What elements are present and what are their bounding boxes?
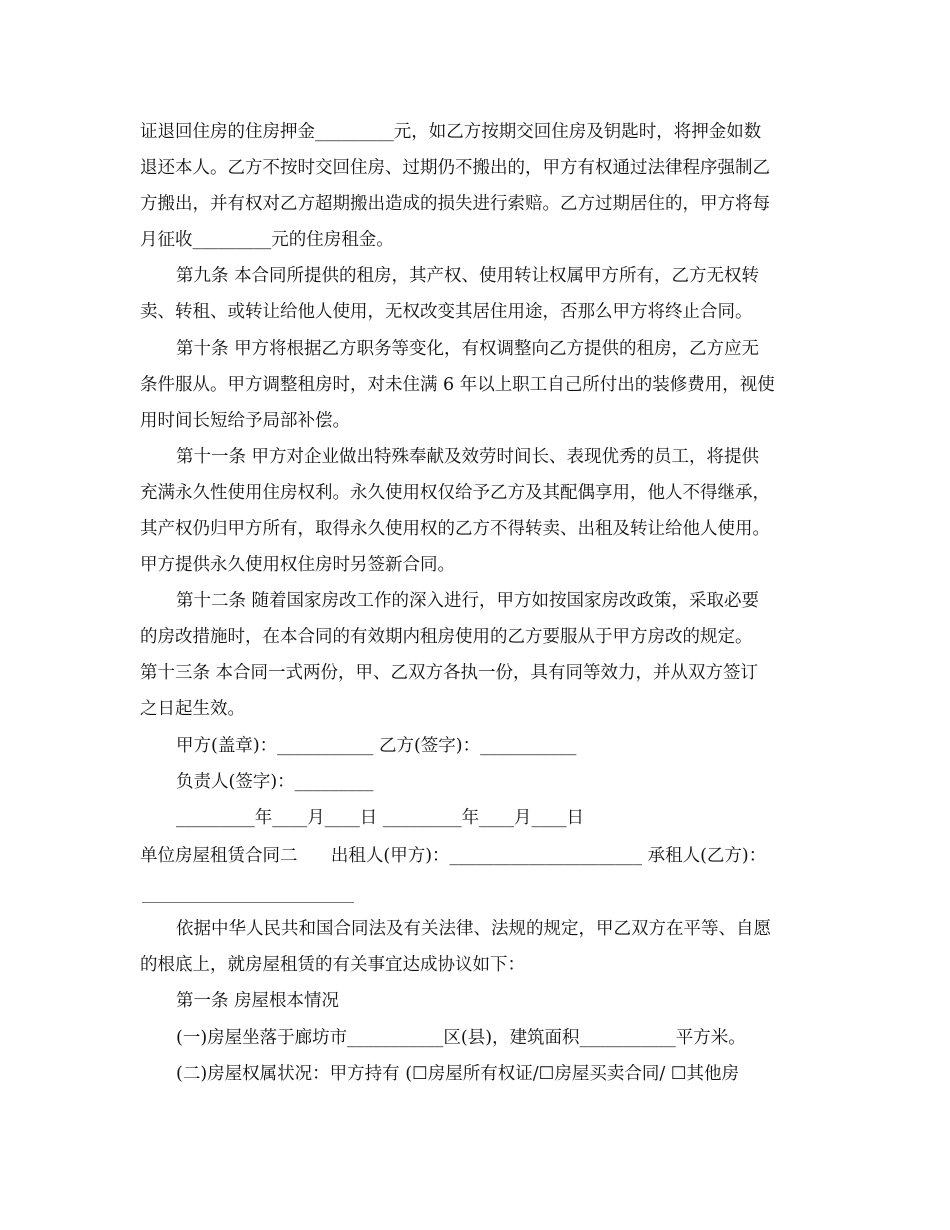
article-12-line: 第十二条 随着国家房改工作的深入进行，甲方如按国家房改政策，采取必要 [176, 591, 760, 611]
date-line: _________年____月____日 _________年____月____日 [176, 808, 585, 828]
text-line: 条件服从。甲方调整租房时，对未住满 6 年以上职工自己所付出的装修费用，视使 [140, 375, 775, 395]
text-line: 月征收_________元的住房租金。 [140, 230, 394, 250]
signature-line-parties: 甲方(盖章)：___________ 乙方(签字)：___________ [176, 736, 577, 756]
article-11-line: 第十一条 甲方对企业做出特殊奉献及效劳时间长、表现优秀的员工，将提供 [176, 447, 760, 467]
text-line: 其产权仍归甲方所有，取得永久使用权的乙方不得转卖、出租及转让给他人使用。 [140, 519, 770, 539]
text-line: 退还本人。乙方不按时交回住房、过期仍不搬出的，甲方有权通过法律程序强制乙 [140, 158, 770, 178]
contract-two-heading: 单位房屋租赁合同二 出租人(甲方)：______________________ 承租人(乙方)： [140, 846, 767, 866]
article-10-line: 第十条 甲方将根据乙方职务等变化，有权调整向乙方提供的租房，乙方应无 [176, 339, 760, 359]
text-line: 的房改措施时，在本合同的有效期内租房使用的乙方要服从于甲方房改的规定。 [140, 627, 753, 647]
article-9-line: 第九条 本合同所提供的租房，其产权、使用转让权属甲方所有，乙方无权转 [176, 266, 760, 286]
preamble-line: 依据中华人民共和国合同法及有关法律、法规的规定，甲乙双方在平等、自愿 [176, 919, 771, 939]
blank-rule [142, 902, 354, 903]
article-1-heading: 第一条 房屋根本情况 [176, 991, 340, 1011]
location-line: (一)房屋坐落于廊坊市___________区(县)，建筑面积___________平方米。 [176, 1028, 746, 1048]
text-line: 证退回住房的住房押金_________元，如乙方按期交回住房及钥匙时，将押金如数 [140, 122, 762, 142]
text-line: 充满永久性使用住房权利。永久使用权仅给予乙方及其配偶享用，他人不得继承， [140, 483, 770, 503]
text-line: 用时间长短给予局部补偿。 [140, 411, 350, 431]
text-line: 的根底上，就房屋租赁的有关事宜达成协议如下： [140, 955, 525, 975]
text-line: 卖、转租、或转让给他人使用，无权改变其居住用途，否那么甲方将终止合同。 [140, 302, 753, 322]
text-line: 方搬出，并有权对乙方超期搬出造成的损失进行索赔。乙方过期居住的，甲方将每 [140, 194, 770, 214]
article-13-line: 第十三条 本合同一式两份，甲、乙双方各执一份，具有同等效力，并从双方签订 [140, 663, 759, 683]
text-line: 之日起生效。 [140, 699, 245, 719]
signature-line-responsible: 负责人(签字)：_________ [176, 772, 374, 792]
text-line: 甲方提供永久使用权住房时另签新合同。 [140, 555, 455, 575]
ownership-line: (二)房屋权属状况：甲方持有 (☐房屋所有权证/☐房屋买卖合同/ ☐其他房 [176, 1064, 739, 1084]
